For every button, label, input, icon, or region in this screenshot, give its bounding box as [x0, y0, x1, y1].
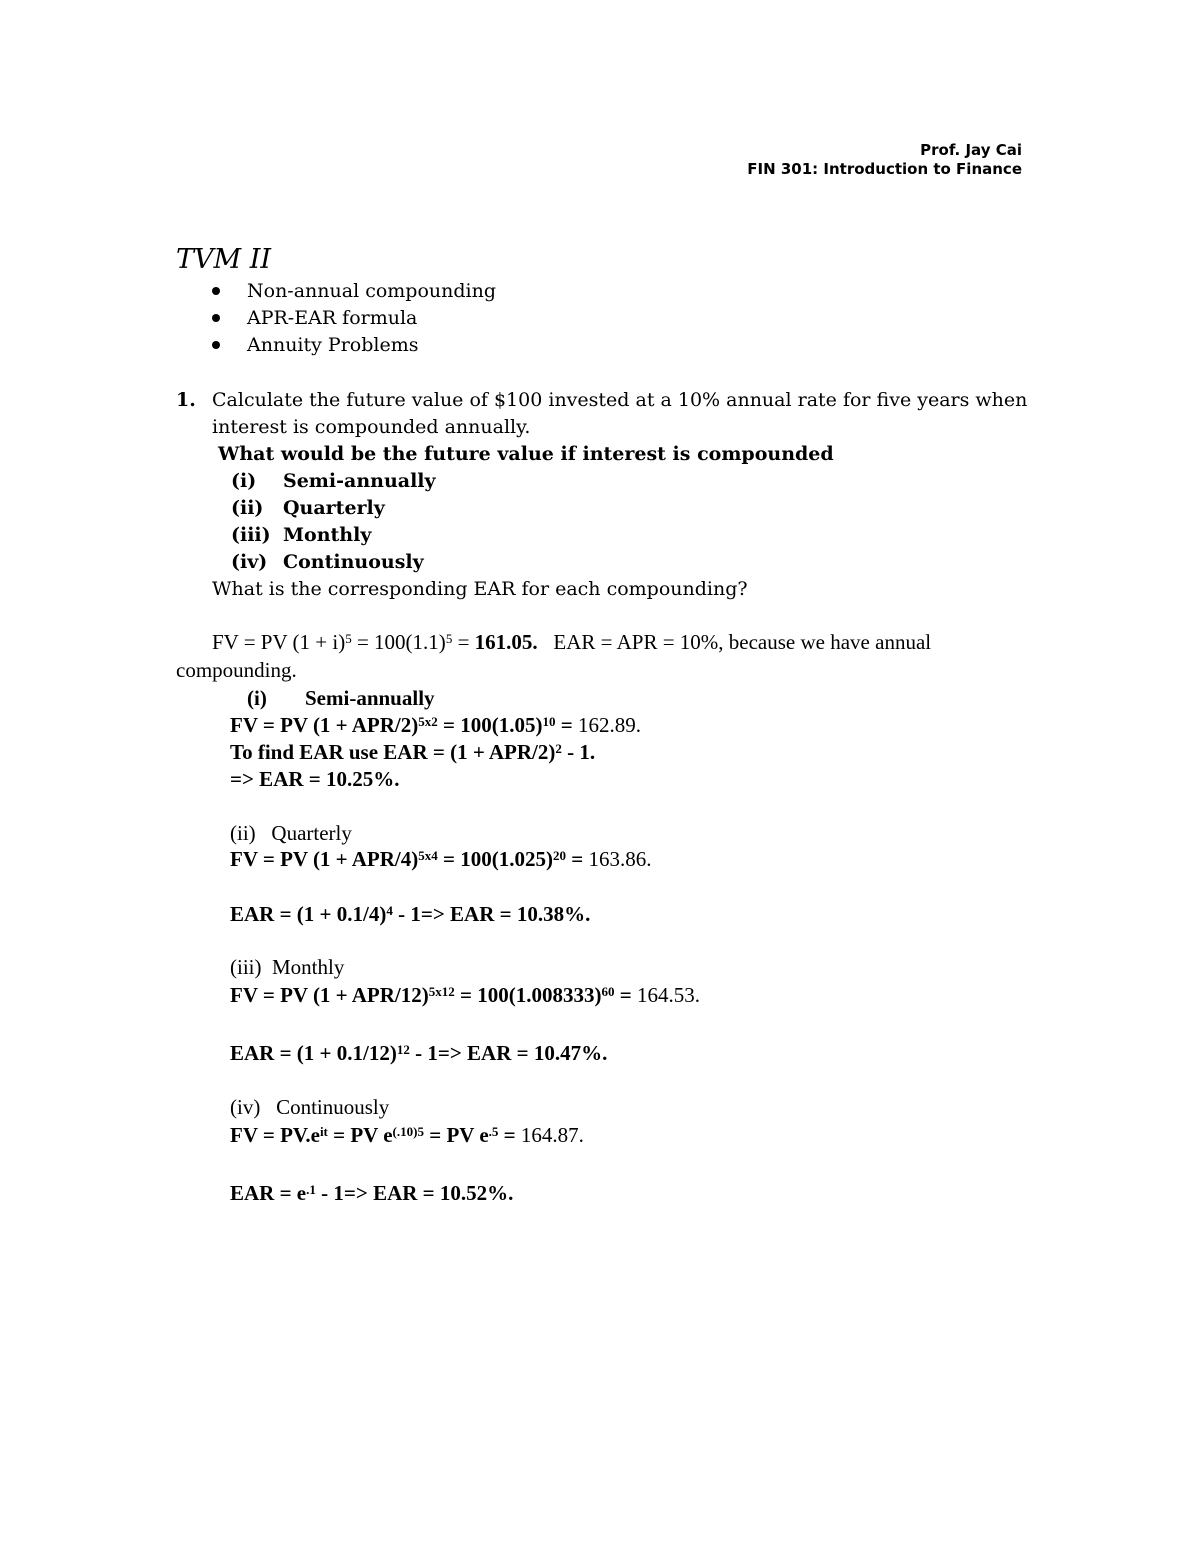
- semi-ear-formula: To find EAR use EAR = (1 + APR/$2)^2 - 1$.: [230, 740, 596, 764]
- quarterly-fv-line: FV = PV (1 + APR/$4)^{5x4} = 100(1.025)^{20} = 163.86$.: [230, 847, 652, 871]
- monthly-fv-line: FV = PV (1 + APR/$12)^{5x12} = 100(1.008333)^{60} = 164.53$.: [230, 983, 700, 1007]
- option-item: [231, 468, 436, 494]
- option-label: (i): [231, 470, 257, 492]
- quarterly-ear-line: EAR = $(1 + 0.1/4)^4 - 1=>$ EAR = 10.38%.: [230, 902, 591, 926]
- option-item: [231, 495, 385, 521]
- problem-number: 1.: [176, 389, 196, 411]
- semi-ear-result: => EAR = 10.25%.: [230, 767, 400, 791]
- option-text: Quarterly: [283, 497, 385, 519]
- option-text: Monthly: [283, 524, 372, 546]
- annual-fv-line: FV = PV $(1 + i)^5 = 100(1.1)^5 = 161.05$. EAR = APR = 10%, because we have annual: [212, 630, 932, 654]
- annual-fv-line-2: compounding.: [176, 658, 297, 682]
- semi-fv-line: FV = PV (1 + APR/$2)^{5x2} = 100(1.05)^{10} = 162.89$.: [230, 713, 641, 737]
- bullet-icon: [212, 314, 220, 322]
- author-name: Prof. Jay Cai: [920, 141, 1022, 159]
- option-item: [231, 549, 424, 575]
- monthly-heading: (iii) Monthly: [230, 955, 345, 979]
- course-title: FIN 301: Introduction to Finance: [747, 160, 1022, 178]
- problem-question: What would be the future value if interest is compounded: [218, 443, 834, 465]
- monthly-ear-line: EAR = $(1 + 0.1/12)^{12} - 1=>$ EAR = 10.47%.: [230, 1041, 608, 1065]
- option-label: (iv): [231, 551, 268, 573]
- problem-text: Calculate the future value of $100 invested at a 10% annual rate for five years when: [212, 389, 1028, 411]
- continuous-heading: (iv) Continuously: [230, 1095, 390, 1119]
- bullet-icon: [212, 287, 220, 295]
- option-text: Semi-annually: [283, 470, 436, 492]
- semi-heading: (i) Semi-annually: [247, 686, 435, 710]
- bullet-icon: [212, 341, 220, 349]
- document-title: TVM II: [176, 244, 272, 275]
- option-label: (ii): [231, 497, 264, 519]
- ear-question: What is the corresponding EAR for each compounding?: [212, 578, 748, 600]
- continuous-fv-line: FV = $PV.e^{it}$ = PV $e^{(.10)5}$ = PV $e^{.5} = 164.87$.: [230, 1123, 584, 1147]
- continuous-ear-line: EAR = $e^{.1} - 1=>$ EAR = 10.52%.: [230, 1181, 514, 1205]
- topic-item: APR-EAR formula: [247, 307, 418, 329]
- problem-text: interest is compounded annually.: [212, 416, 531, 438]
- option-text: Continuously: [283, 551, 424, 573]
- option-label: (iii): [231, 524, 271, 546]
- topic-item: Non-annual compounding: [247, 280, 497, 302]
- topic-item: Annuity Problems: [247, 334, 419, 356]
- quarterly-heading: (ii) Quarterly: [230, 821, 352, 845]
- option-item: [231, 522, 371, 548]
